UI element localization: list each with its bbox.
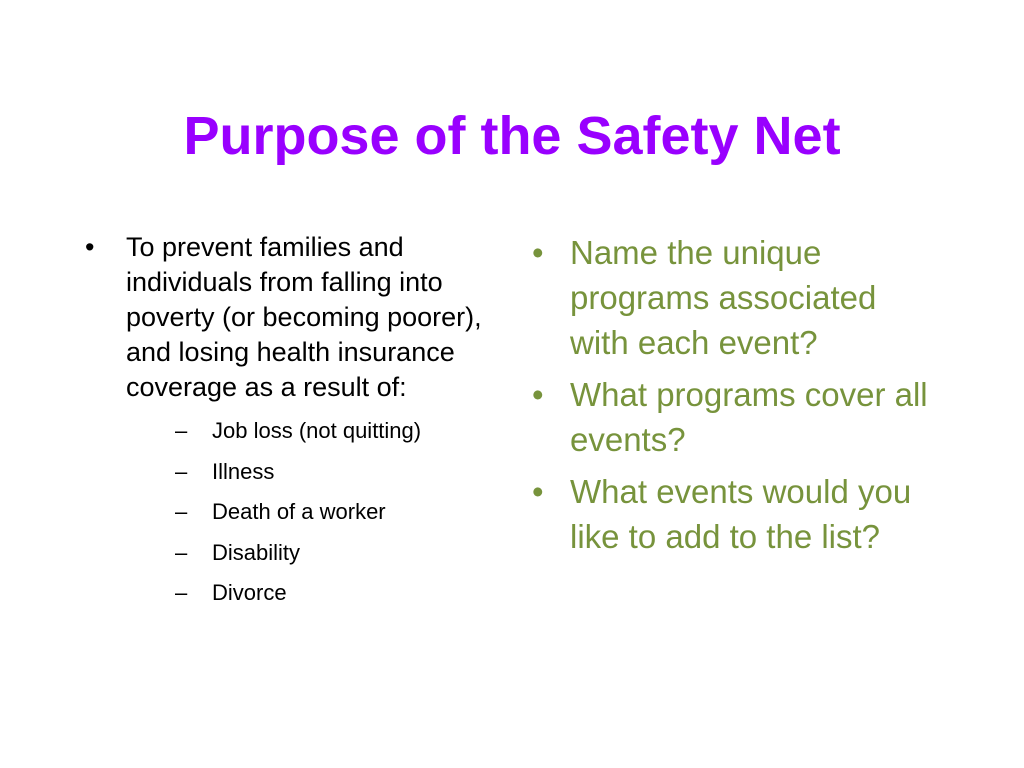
dash-marker: – [175, 418, 188, 443]
sub-item-text: Disability [212, 539, 301, 565]
sub-item-text: Death of a worker [212, 499, 386, 524]
left-column [85, 230, 505, 614]
sub-item-text: Divorce [212, 580, 287, 605]
right-bullet-list [532, 230, 932, 559]
right-bullet-item [532, 469, 932, 559]
sub-list-item [126, 452, 505, 493]
dash-marker: – [175, 499, 188, 524]
dash-marker: – [175, 539, 188, 565]
left-bullet-list [85, 230, 505, 614]
sub-list-item [126, 411, 505, 452]
sub-list-item [126, 492, 505, 533]
sub-list-item [126, 533, 505, 574]
right-bullet-text: Name the unique programs associated with each event? [570, 234, 877, 361]
right-bullet-item [532, 372, 932, 462]
sub-list-item [126, 573, 505, 614]
bullet-marker: • [532, 473, 544, 510]
bullet-marker: • [85, 232, 95, 262]
left-bullet-item [85, 230, 505, 614]
right-bullet-text: What events would you like to add to the list? [570, 473, 912, 555]
dash-marker: – [175, 580, 188, 605]
right-bullet-text: What programs cover all events? [570, 376, 928, 458]
slide-title: Purpose of the Safety Net [183, 106, 841, 166]
sub-item-text: Illness [212, 458, 275, 484]
sub-item-text: Job loss (not quitting) [212, 418, 422, 443]
left-bullet-text: To prevent families and individuals from falling into poverty (or becoming poorer), and losing health insurance coverage as a result of: [126, 232, 482, 402]
left-sub-list [126, 411, 505, 614]
bullet-marker: • [532, 376, 544, 413]
right-column [532, 230, 932, 566]
bullet-marker: • [532, 234, 544, 271]
dash-marker: – [175, 458, 188, 484]
right-bullet-item [532, 230, 932, 365]
